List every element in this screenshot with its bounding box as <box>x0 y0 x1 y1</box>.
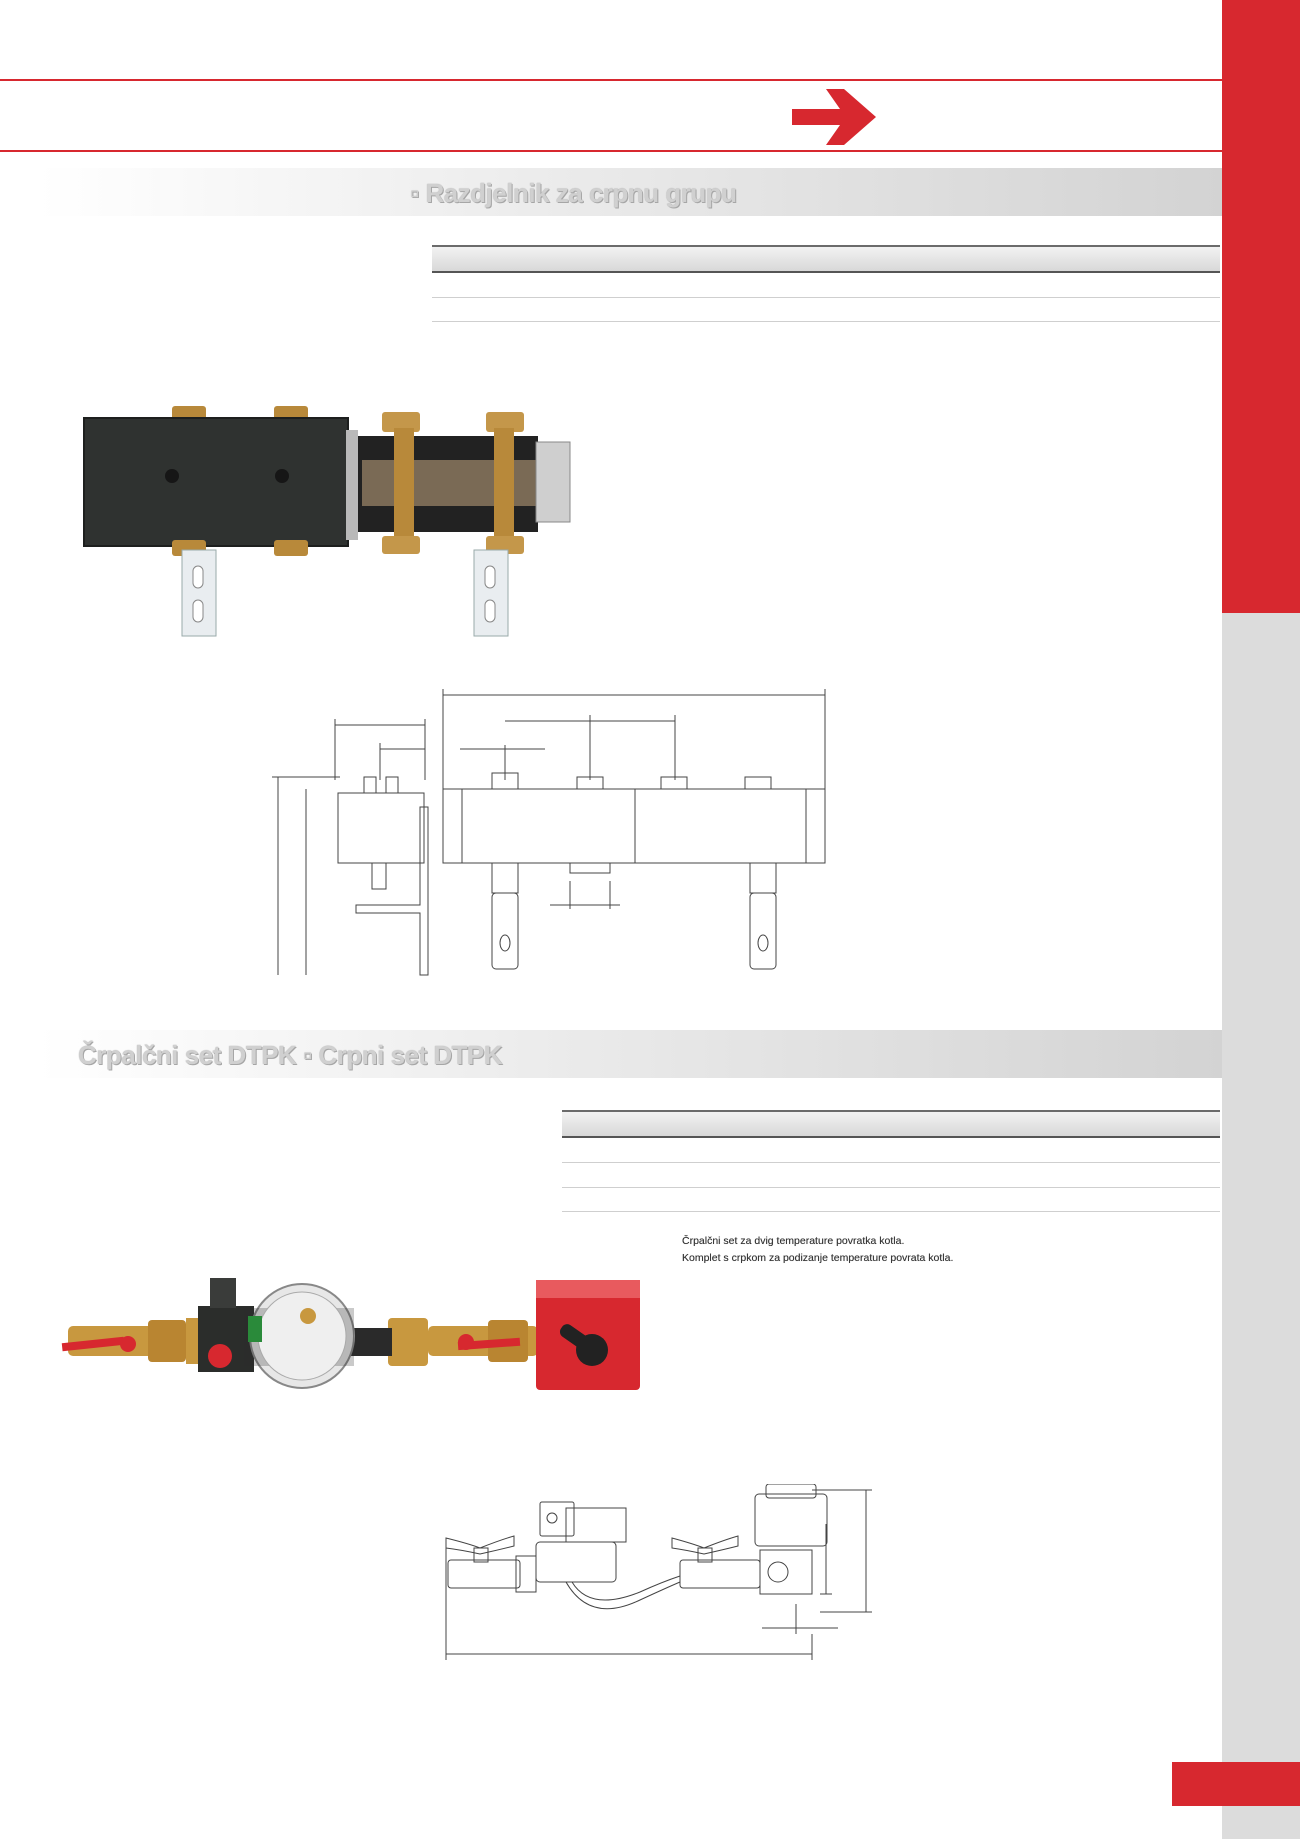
section2-description-line1: Črpalčni set za dvig temperature povratka kotla. <box>682 1235 905 1247</box>
section1-table-row <box>432 321 1220 322</box>
page-tab <box>1172 1762 1300 1806</box>
section1-table-row <box>432 297 1220 298</box>
section1-table-header <box>432 245 1220 273</box>
pump-set-photo <box>58 1270 658 1410</box>
side-strip-gray <box>1222 613 1300 1839</box>
section2-table-row <box>562 1162 1220 1163</box>
section2-title: Črpalčni set DTPK ▫ Crpni set DTPK <box>78 1040 503 1070</box>
section2-table-header <box>562 1110 1220 1138</box>
section2-table-row <box>562 1187 1220 1188</box>
section2-description-line2: Komplet s crpkom za podizanje temperature povrata kotla. <box>682 1252 954 1264</box>
distributor-photo <box>80 400 620 640</box>
right-arrow-icon <box>790 85 880 149</box>
header-bottom-rule <box>0 150 1222 152</box>
side-strip-red <box>1222 0 1300 613</box>
distributor-drawing <box>270 685 840 985</box>
section1-title: ▫ Razdjelnik za crpnu grupu <box>410 178 737 208</box>
header-top-rule <box>0 79 1222 81</box>
section2-table-row <box>562 1211 1220 1212</box>
pump-set-drawing <box>440 1484 880 1664</box>
